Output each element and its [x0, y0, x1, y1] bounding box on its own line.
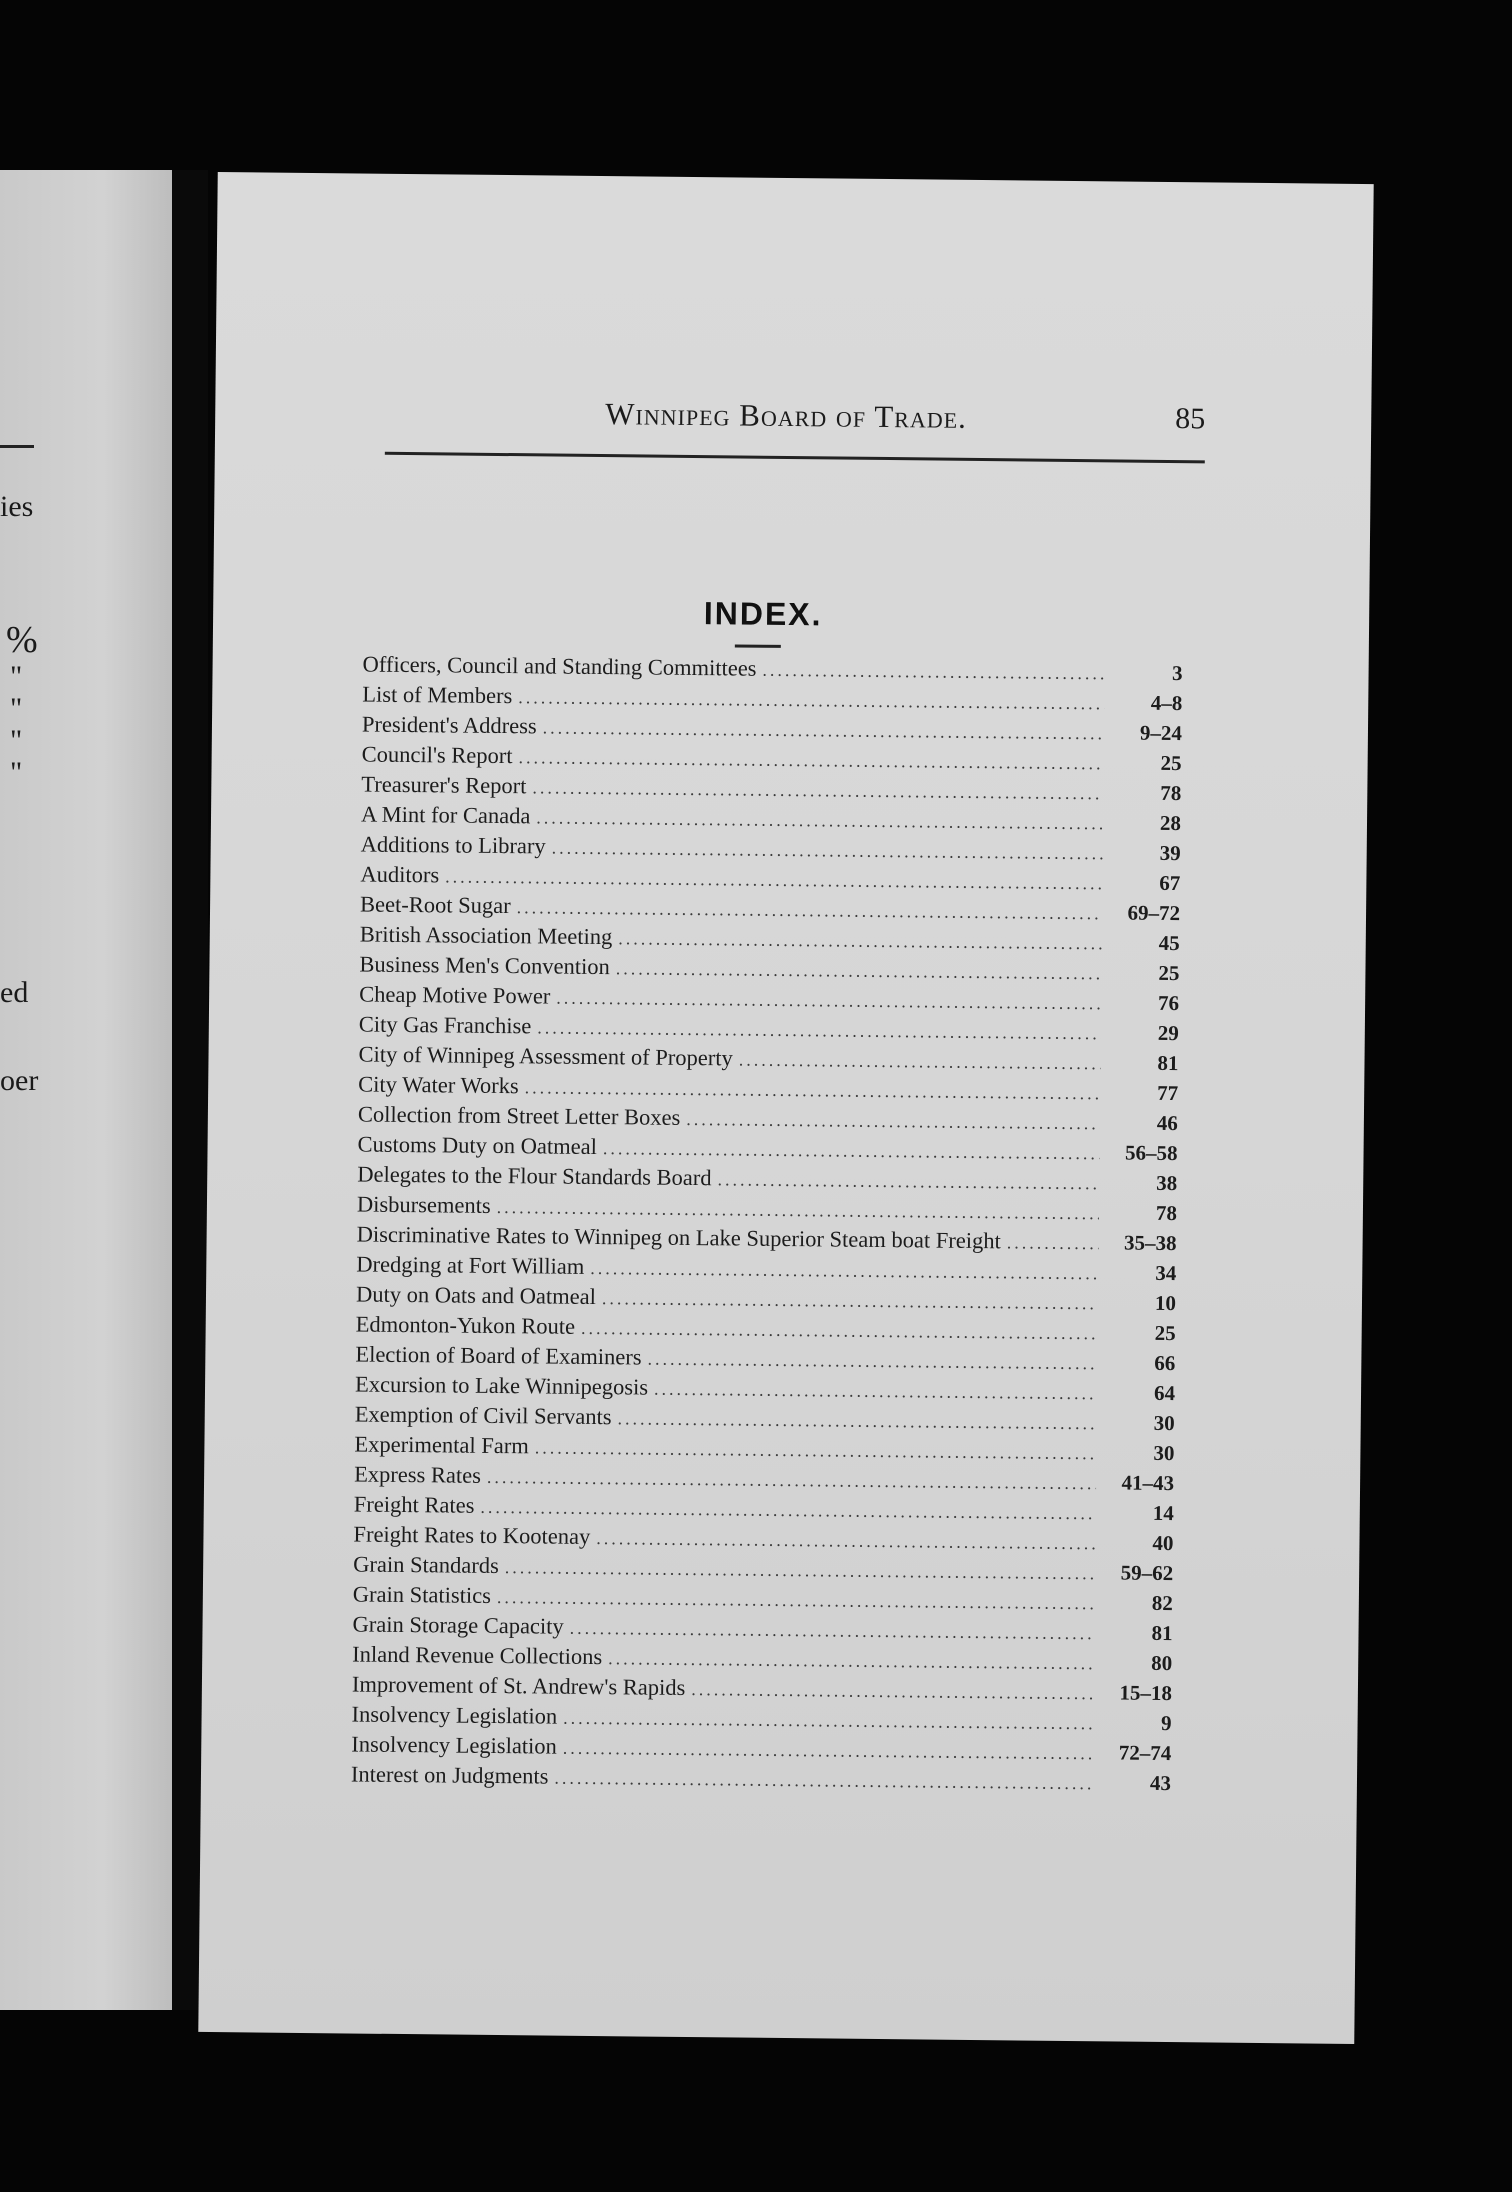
entry-label: Collection from Street Letter Boxes	[357, 1101, 681, 1130]
entry-label: Dredging at Fort William	[356, 1251, 585, 1279]
entry-label: List of Members	[362, 681, 513, 709]
entry-pages: 9–24	[1139, 720, 1183, 746]
dot-leader	[581, 1318, 1098, 1344]
dot-leader	[536, 807, 1103, 834]
dot-leader	[1007, 1232, 1099, 1254]
dot-leader	[616, 958, 1102, 984]
entry-label: Additions to Library	[360, 831, 546, 859]
dot-leader	[603, 1138, 1100, 1164]
dot-leader	[537, 1017, 1101, 1044]
entry-pages: 9	[1160, 1710, 1172, 1736]
previous-page-text: ed	[0, 976, 29, 1009]
dot-leader	[556, 988, 1101, 1015]
running-head	[385, 394, 1205, 453]
entry-pages: 29	[1157, 1020, 1179, 1046]
entry-label: City Gas Franchise	[358, 1011, 532, 1039]
dot-leader	[518, 747, 1103, 774]
previous-page-text: ies	[0, 490, 34, 523]
dot-leader	[762, 660, 1104, 685]
entry-pages: 25	[1154, 1320, 1176, 1346]
index-page	[198, 172, 1373, 2044]
previous-page-text: "	[10, 724, 23, 757]
previous-page-rule	[0, 445, 34, 448]
dot-leader	[608, 1648, 1094, 1674]
entry-label: Treasurer's Report	[361, 771, 527, 799]
entry-label: Grain Standards	[353, 1551, 499, 1579]
dot-leader	[617, 1408, 1096, 1434]
entry-pages: 81	[1151, 1620, 1173, 1646]
entry-pages: 38	[1156, 1170, 1178, 1196]
entry-label: Interest on Judgments	[350, 1761, 549, 1789]
dot-leader	[596, 1528, 1095, 1554]
entry-pages: 15–18	[1119, 1680, 1173, 1706]
dot-leader	[543, 717, 1105, 744]
entry-pages: 69–72	[1127, 900, 1181, 926]
dot-leader	[570, 1618, 1095, 1644]
entry-pages: 81	[1157, 1050, 1179, 1076]
entry-label: Cheap Motive Power	[359, 981, 551, 1009]
entry-label: Inland Revenue Collections	[352, 1641, 603, 1670]
previous-page-fragment	[0, 170, 172, 2010]
dot-leader	[525, 1077, 1101, 1104]
entry-pages: 77	[1157, 1080, 1179, 1106]
dot-leader	[518, 687, 1104, 714]
entry-pages: 64	[1153, 1380, 1176, 1406]
entry-pages: 45	[1158, 930, 1180, 956]
entry-label: Insolvency Legislation	[351, 1731, 558, 1759]
entry-pages: 76	[1157, 990, 1180, 1016]
entry-label: City of Winnipeg Assessment of Property	[358, 1041, 733, 1071]
header-rule	[385, 452, 1205, 464]
entry-pages: 80	[1151, 1650, 1173, 1676]
entry-pages: 14	[1152, 1500, 1174, 1526]
entry-label: Express Rates	[354, 1461, 482, 1488]
entry-label: Beet-Root Sugar	[359, 891, 511, 919]
dot-leader	[654, 1379, 1097, 1405]
entry-label: Grain Statistics	[352, 1581, 492, 1608]
previous-page-text: "	[10, 756, 23, 789]
entry-pages: 82	[1151, 1590, 1173, 1616]
entry-pages: 35–38	[1123, 1230, 1177, 1256]
title-rule	[735, 644, 781, 647]
index-title: INDEX.	[703, 595, 823, 633]
entry-pages: 3	[1171, 661, 1183, 686]
entry-pages: 78	[1160, 780, 1182, 806]
dot-leader	[602, 1288, 1098, 1314]
entry-pages: 59–62	[1120, 1560, 1174, 1586]
entry-pages: 43	[1149, 1770, 1172, 1796]
dot-leader	[618, 928, 1102, 954]
previous-page-text: oer	[0, 1064, 39, 1097]
entry-label: Delegates to the Flour Standards Board	[357, 1161, 712, 1191]
dot-leader	[717, 1169, 1099, 1194]
entry-label: Customs Duty on Oatmeal	[357, 1131, 598, 1160]
entry-pages: 41–43	[1121, 1470, 1175, 1496]
entry-label: Duty on Oats and Oatmeal	[355, 1281, 597, 1310]
entry-label: Auditors	[360, 861, 440, 888]
dot-leader	[552, 838, 1103, 865]
entry-pages: 34	[1155, 1260, 1177, 1286]
dot-leader	[647, 1349, 1097, 1375]
dot-leader	[445, 866, 1102, 894]
entry-label: Council's Report	[361, 741, 513, 769]
entry-pages: 56–58	[1124, 1140, 1178, 1166]
entry-label: Business Men's Convention	[359, 951, 610, 980]
dot-leader	[487, 1467, 1096, 1494]
entry-pages: 78	[1155, 1200, 1178, 1226]
entry-pages: 40	[1152, 1530, 1174, 1556]
entry-label: President's Address	[361, 711, 537, 739]
entry-label: Disbursements	[356, 1191, 491, 1218]
dot-leader	[480, 1497, 1096, 1524]
page-number: 85	[1175, 402, 1206, 436]
entry-label: Discriminative Rates to Winnipeg on Lake Superior Steam boat Freight	[356, 1221, 1001, 1254]
entry-label: Freight Rates to Kootenay	[353, 1521, 591, 1549]
entry-pages: 10	[1154, 1290, 1177, 1316]
dot-leader	[535, 1437, 1097, 1464]
dot-leader	[563, 1708, 1094, 1735]
entry-label: Experimental Farm	[354, 1431, 529, 1459]
entry-pages: 30	[1153, 1410, 1175, 1436]
entry-label: Freight Rates	[353, 1491, 475, 1518]
entry-label: City Water Works	[358, 1071, 519, 1099]
entry-pages: 28	[1159, 810, 1182, 836]
entry-label: Edmonton-Yukon Route	[355, 1311, 576, 1339]
dot-leader	[590, 1258, 1098, 1284]
entry-pages: 46	[1156, 1110, 1178, 1136]
index-list	[351, 652, 1183, 1801]
running-title: Winnipeg Board of Trade.	[605, 396, 968, 435]
previous-page-text: "	[10, 660, 23, 693]
dot-leader	[686, 1109, 1100, 1134]
entry-label: A Mint for Canada	[360, 801, 531, 829]
entry-label: Exemption of Civil Servants	[354, 1401, 612, 1430]
entry-pages: 39	[1159, 840, 1181, 866]
dot-leader	[739, 1050, 1101, 1075]
entry-pages: 25	[1158, 960, 1180, 986]
dot-leader	[497, 1197, 1099, 1224]
dot-leader	[517, 897, 1103, 924]
entry-label: Insolvency Legislation	[351, 1701, 558, 1729]
dot-leader	[532, 777, 1103, 804]
entry-pages: 25	[1160, 750, 1182, 776]
entry-pages: 66	[1154, 1350, 1176, 1376]
entry-label: Improvement of St. Andrew's Rapids	[351, 1671, 686, 1700]
entry-pages: 72–74	[1118, 1740, 1172, 1766]
entry-pages: 67	[1159, 870, 1181, 896]
dot-leader	[497, 1587, 1095, 1614]
previous-page-text: "	[10, 692, 23, 725]
previous-page-text: %	[6, 619, 38, 661]
dot-leader	[554, 1768, 1093, 1795]
entry-label: Excursion to Lake Winnipegosis	[354, 1371, 649, 1400]
entry-label: Grain Storage Capacity	[352, 1611, 564, 1639]
dot-leader	[563, 1738, 1094, 1765]
dot-leader	[691, 1679, 1094, 1704]
entry-label: Officers, Council and Standing Committees	[362, 651, 757, 681]
dot-leader	[505, 1557, 1096, 1584]
entry-pages: 4–8	[1150, 690, 1183, 716]
entry-label: British Association Meeting	[359, 921, 613, 950]
entry-pages: 30	[1153, 1440, 1175, 1466]
entry-label: Election of Board of Examiners	[355, 1341, 642, 1370]
